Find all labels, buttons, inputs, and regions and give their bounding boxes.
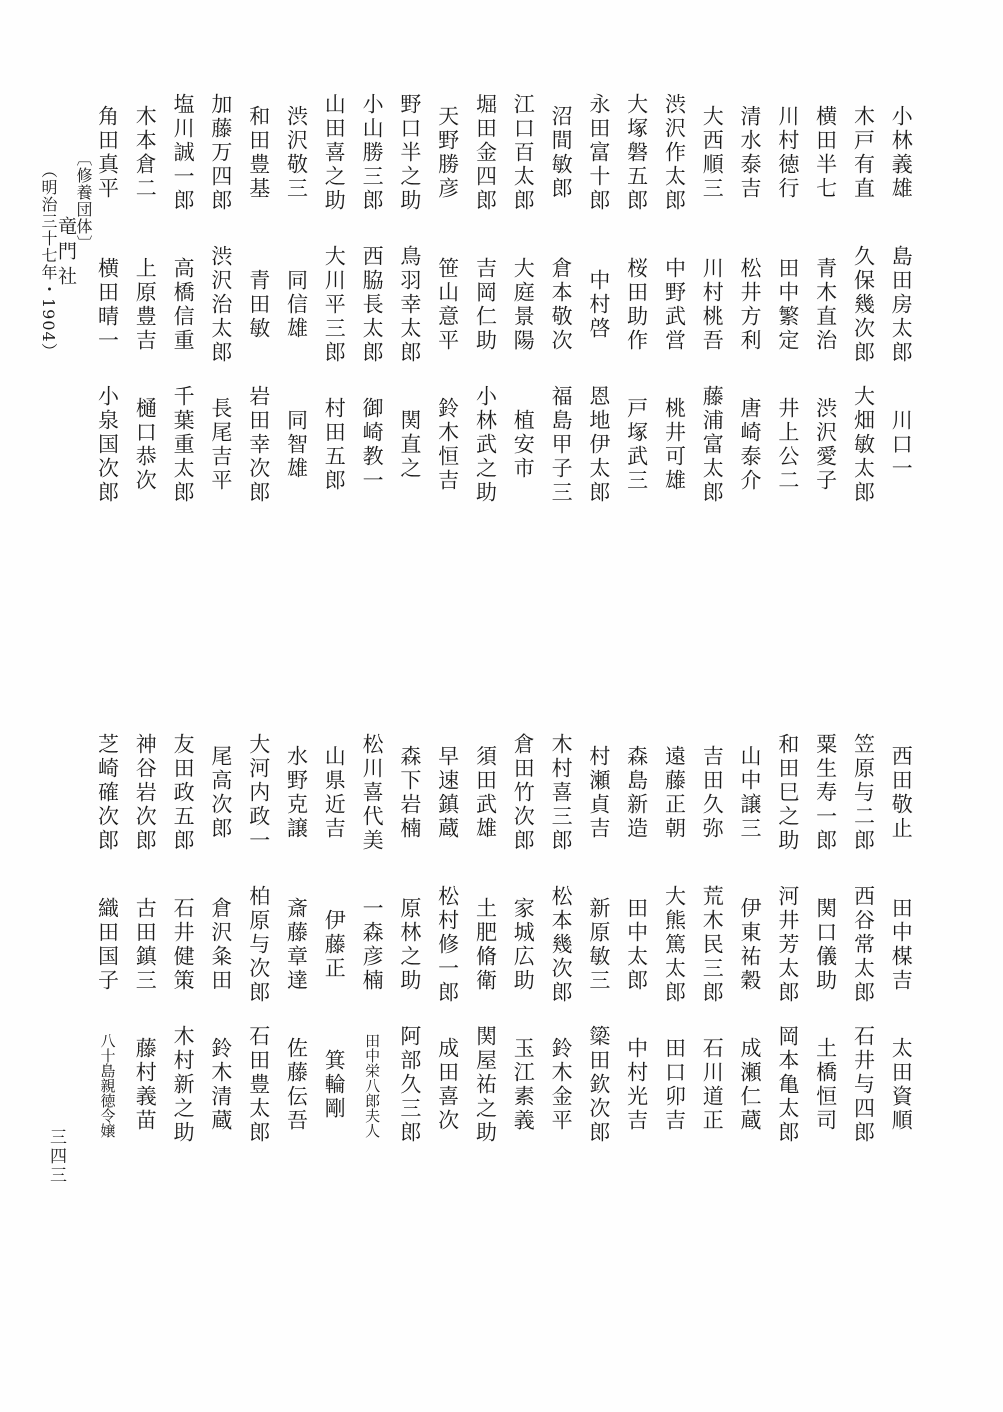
- member-name: 田中太郎: [624, 897, 649, 993]
- member-name: 桜田助作: [624, 257, 649, 353]
- member-name: 小山勝三郎: [360, 93, 385, 213]
- member-name: 塩川誠一郎: [171, 93, 196, 213]
- name-column: [468, 728, 502, 1168]
- member-name: 斎藤章達: [284, 897, 309, 993]
- member-name: 関口儀助: [813, 897, 838, 993]
- member-name: 大畑敏太郎: [851, 385, 876, 505]
- member-name: 川村徳行: [775, 105, 800, 201]
- member-name: 一森彦楠: [360, 897, 385, 993]
- member-name: 伊東祐穀: [738, 897, 763, 993]
- name-column: [808, 88, 842, 528]
- member-name: 植安市: [511, 409, 536, 481]
- member-name: 水野克譲: [284, 745, 309, 841]
- name-column: [846, 728, 880, 1168]
- name-column: [619, 728, 653, 1168]
- member-name: 川口一: [889, 409, 914, 481]
- member-name: 古田鎮三: [133, 897, 158, 993]
- member-name: 小林義雄: [889, 105, 914, 201]
- member-name: 大河内政一: [246, 733, 271, 853]
- name-column: [619, 88, 653, 528]
- member-name: 横田晴一: [95, 257, 120, 353]
- member-name: 芝崎確次郎: [95, 733, 120, 853]
- member-list-upper: [90, 88, 918, 528]
- name-column: [770, 88, 804, 528]
- member-name: 尾高次郎: [208, 745, 233, 841]
- name-column: [770, 728, 804, 1168]
- member-name: 福島甲子三: [549, 385, 574, 505]
- member-name: 笹山意平: [435, 257, 460, 353]
- member-name: 中村光吉: [624, 1037, 649, 1133]
- name-column: [90, 728, 124, 1168]
- member-name: 関直之: [397, 409, 422, 481]
- member-name: 堀田金四郎: [473, 93, 498, 213]
- member-name: 大塚磐五郎: [624, 93, 649, 213]
- member-name: 粟生寿一郎: [813, 733, 838, 853]
- member-name: 友田政五郎: [171, 733, 196, 853]
- member-name: 玉江素義: [511, 1037, 536, 1133]
- member-name: 土橋恒司: [813, 1037, 838, 1133]
- name-column: [128, 728, 162, 1168]
- name-column: [392, 728, 426, 1168]
- member-name: 箕輪剛: [322, 1049, 347, 1121]
- member-name: 鳥羽幸太郎: [397, 245, 422, 365]
- member-name: 西田敬止: [889, 745, 914, 841]
- name-column: [430, 88, 464, 528]
- member-name: 神谷岩次郎: [133, 733, 158, 853]
- name-column: [166, 728, 200, 1168]
- member-name: 青木直治: [813, 257, 838, 353]
- member-list-lower: [90, 728, 918, 1168]
- member-name: 鈴木恒吉: [435, 397, 460, 493]
- member-name: 野口半之助: [397, 93, 422, 213]
- member-name: 西脇長太郎: [360, 245, 385, 365]
- member-name: 小林武之助: [473, 385, 498, 505]
- name-column: [695, 728, 729, 1168]
- member-name: 関屋祐之助: [473, 1025, 498, 1145]
- member-name: 鈴木清蔵: [208, 1037, 233, 1133]
- member-name: 森島新造: [624, 745, 649, 841]
- name-column: [884, 728, 918, 1168]
- member-name: 成瀬仁蔵: [738, 1037, 763, 1133]
- name-column: [884, 88, 918, 528]
- member-name: 唐崎泰介: [738, 397, 763, 493]
- member-name: 渋沢作太郎: [662, 93, 687, 213]
- member-name: 鈴木金平: [549, 1037, 574, 1133]
- member-name: 清水泰吉: [738, 105, 763, 201]
- name-column: [581, 728, 615, 1168]
- name-column: [317, 88, 351, 528]
- member-name: 田中楳吉: [889, 897, 914, 993]
- name-column: [581, 88, 615, 528]
- member-name: 大庭景陽: [511, 257, 536, 353]
- member-name: 倉田竹次郎: [511, 733, 536, 853]
- page-number: 三四三: [46, 1128, 66, 1185]
- member-name: 西谷常太郎: [851, 885, 876, 1005]
- name-column: [241, 728, 275, 1168]
- member-name: 桃井可雄: [662, 397, 687, 493]
- name-column: [203, 88, 237, 528]
- name-column: [506, 88, 540, 528]
- member-name: 新原敏三: [586, 897, 611, 993]
- member-name: 佐藤伝吾: [284, 1037, 309, 1133]
- period-label: （明治三十七年・1904）: [39, 162, 58, 360]
- member-name: 須田武雄: [473, 745, 498, 841]
- member-name: 渋沢敬三: [284, 105, 309, 201]
- name-column: [279, 728, 313, 1168]
- member-name: 岩田幸次郎: [246, 385, 271, 505]
- member-name: 山田喜之助: [322, 93, 347, 213]
- member-name: 渋沢愛子: [813, 397, 838, 493]
- member-name: 小泉国次郎: [95, 385, 120, 505]
- member-name: 藤村義苗: [133, 1037, 158, 1133]
- member-name: 同智雄: [284, 409, 309, 481]
- member-name: 松村修一郎: [435, 885, 460, 1005]
- member-name: 中村啓: [586, 269, 611, 341]
- member-name: 石川道正: [700, 1037, 725, 1133]
- member-name: 戸塚武三: [624, 397, 649, 493]
- member-name: 山県近吉: [322, 745, 347, 841]
- member-name: 井上公二: [775, 397, 800, 493]
- member-name: 吉岡仁助: [473, 257, 498, 353]
- member-name: 中野武営: [662, 257, 687, 353]
- member-name: 早速鎮蔵: [435, 745, 460, 841]
- member-name: 織田国子: [95, 897, 120, 993]
- member-name: 千葉重太郎: [171, 385, 196, 505]
- name-column: [128, 88, 162, 528]
- member-name: 天野勝彦: [435, 105, 460, 201]
- member-name: 木村喜三郎: [549, 733, 574, 853]
- member-name: 八十島親徳令嬢: [98, 1032, 117, 1138]
- member-name: 荒木民三郎: [700, 885, 725, 1005]
- member-name: 木村新之助: [171, 1025, 196, 1145]
- member-name: 島田房太郎: [889, 245, 914, 365]
- member-name: 村田五郎: [322, 397, 347, 493]
- name-column: [430, 728, 464, 1168]
- member-name: 阿部久三郎: [397, 1025, 422, 1145]
- name-column: [203, 728, 237, 1168]
- name-column: [90, 88, 124, 528]
- member-name: 和田巳之助: [775, 733, 800, 853]
- name-column: [166, 88, 200, 528]
- category-label: 〔修養団体〕: [74, 150, 93, 252]
- member-name: 伊藤正: [322, 909, 347, 981]
- member-name: 川村桃吾: [700, 257, 725, 353]
- member-name: 成田喜次: [435, 1037, 460, 1133]
- name-column: [733, 88, 767, 528]
- member-name: 太田資順: [889, 1037, 914, 1133]
- member-name: 久保幾次郎: [851, 245, 876, 365]
- member-name: 和田豊基: [246, 105, 271, 201]
- name-column: [355, 728, 389, 1168]
- member-name: 松川喜代美: [360, 733, 385, 853]
- name-column: [317, 728, 351, 1168]
- member-name: 土肥脩衛: [473, 897, 498, 993]
- member-name: 笠原与二郎: [851, 733, 876, 853]
- member-name: 恩地伊太郎: [586, 385, 611, 505]
- page-caption: [40, 150, 91, 360]
- member-name: 高橋信重: [171, 257, 196, 353]
- name-column: [468, 88, 502, 528]
- member-name: 大西順三: [700, 105, 725, 201]
- member-name: 簗田欽次郎: [586, 1025, 611, 1145]
- name-column: [241, 88, 275, 528]
- member-name: 石井健策: [171, 897, 196, 993]
- member-name: 樋口恭次: [133, 397, 158, 493]
- name-column: [544, 728, 578, 1168]
- member-name: 青田敏: [246, 269, 271, 341]
- member-name: 木本倉二: [133, 105, 158, 201]
- name-column: [506, 728, 540, 1168]
- name-column: [657, 88, 691, 528]
- member-name: 江口百太郎: [511, 93, 536, 213]
- member-name: 倉本敬次: [549, 257, 574, 353]
- member-name: 河井芳太郎: [775, 885, 800, 1005]
- member-name: 木戸有直: [851, 105, 876, 201]
- member-name: 永田富十郎: [586, 93, 611, 213]
- member-name: 横田半七: [813, 105, 838, 201]
- member-name: 石井与四郎: [851, 1025, 876, 1145]
- name-column: [392, 88, 426, 528]
- name-column: [657, 728, 691, 1168]
- member-name: 長尾吉平: [208, 397, 233, 493]
- member-name: 吉田久弥: [700, 745, 725, 841]
- society-name: 竜門社: [55, 216, 77, 291]
- member-name: 田口卯吉: [662, 1037, 687, 1133]
- member-name: 松本幾次郎: [549, 885, 574, 1005]
- member-name: 角田真平: [95, 105, 120, 201]
- member-name: 石田豊太郎: [246, 1025, 271, 1145]
- name-column: [544, 88, 578, 528]
- name-column: [279, 88, 313, 528]
- member-name: 原林之助: [397, 897, 422, 993]
- name-column: [355, 88, 389, 528]
- name-column: [846, 88, 880, 528]
- member-name: 岡本亀太郎: [775, 1025, 800, 1145]
- name-column: [695, 88, 729, 528]
- member-name: 渋沢治太郎: [208, 245, 233, 365]
- member-name: 大川平三郎: [322, 245, 347, 365]
- member-name: 上原豊吉: [133, 257, 158, 353]
- member-name: 柏原与次郎: [246, 885, 271, 1005]
- member-name: 沼間敏郎: [549, 105, 574, 201]
- member-name: 倉沢粂田: [208, 897, 233, 993]
- member-name: 遠藤正朝: [662, 745, 687, 841]
- member-name: 田中繁定: [775, 257, 800, 353]
- member-name: 藤浦富太郎: [700, 385, 725, 505]
- member-name: 加藤万四郎: [208, 93, 233, 213]
- member-name: 家城広助: [511, 897, 536, 993]
- member-name: 松井方利: [738, 257, 763, 353]
- member-name: 田中栄八郎夫人: [363, 1032, 382, 1138]
- name-column: [808, 728, 842, 1168]
- name-column: [733, 728, 767, 1168]
- member-name: 山中譲三: [738, 745, 763, 841]
- member-name: 同信雄: [284, 269, 309, 341]
- member-name: 御崎教一: [360, 397, 385, 493]
- member-name: 村瀬貞吉: [586, 745, 611, 841]
- member-name: 大熊篤太郎: [662, 885, 687, 1005]
- member-name: 森下岩楠: [397, 745, 422, 841]
